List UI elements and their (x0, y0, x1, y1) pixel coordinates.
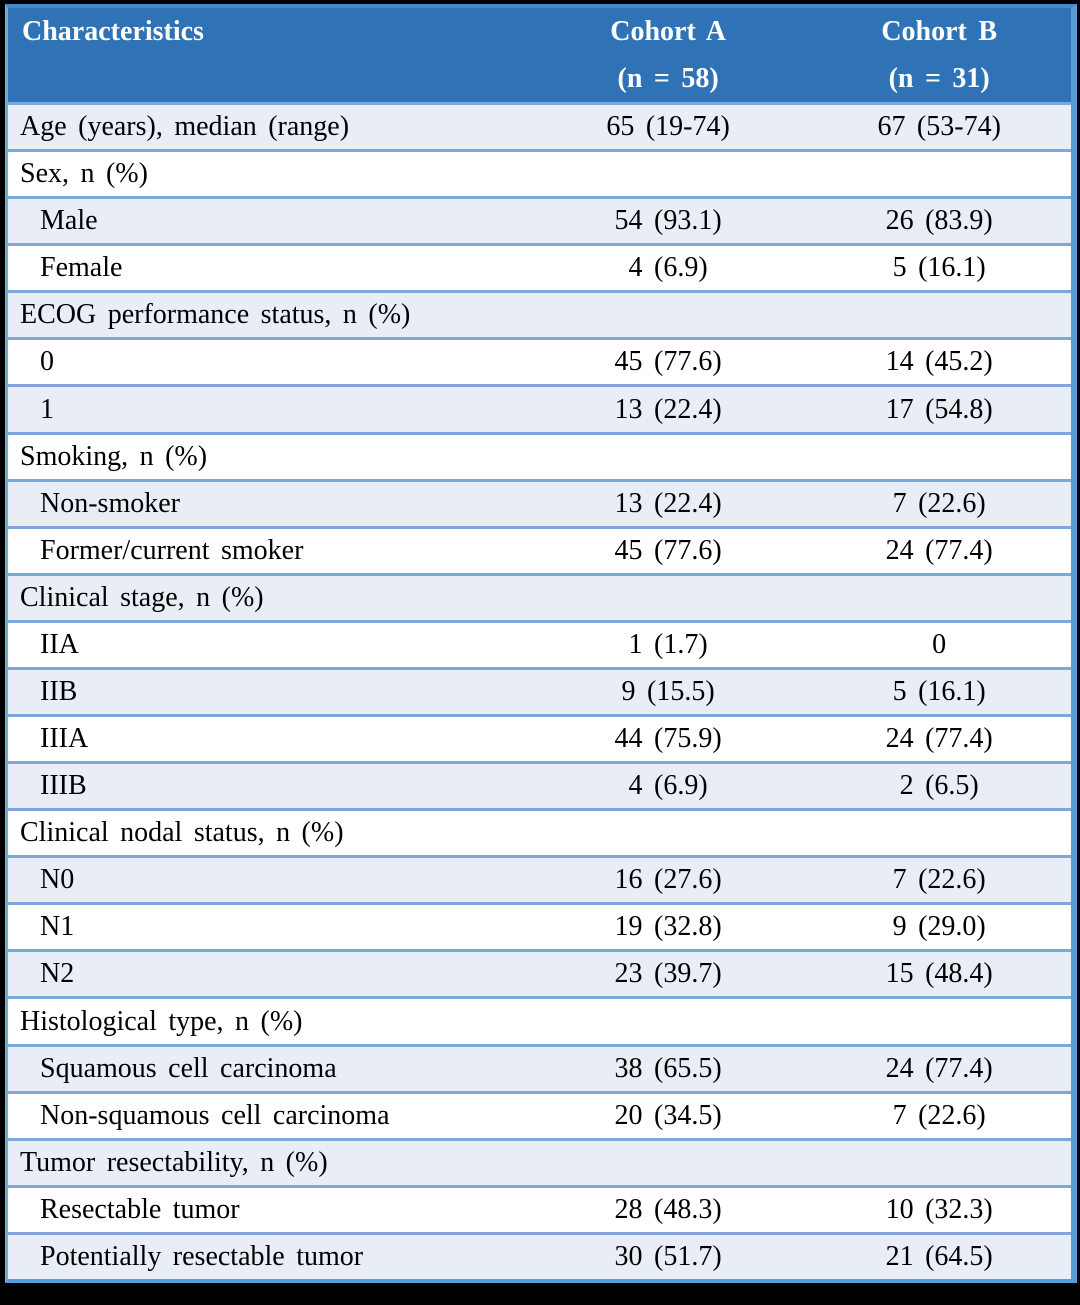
table-row (8, 337, 1071, 384)
cohort-b-value: 7 (22.6) (892, 864, 986, 896)
cohort-a-value: 38 (65.5) (614, 1052, 722, 1084)
cohort-b-value: 26 (83.9) (885, 205, 993, 237)
cohort-a-value: 28 (48.3) (614, 1193, 722, 1225)
header-cohort-b (807, 8, 1071, 102)
cohort-b-value: 67 (53-74) (877, 111, 1001, 143)
row-label: N1 (40, 911, 75, 943)
table-row (8, 102, 1071, 149)
table-row (8, 290, 1071, 337)
cohort-b-value: 24 (77.4) (885, 1052, 993, 1084)
cohort-b-value (807, 811, 1071, 855)
cohort-b-value: 7 (22.6) (892, 487, 986, 519)
row-label: IIB (40, 675, 78, 707)
cohort-b-value (807, 435, 1071, 479)
table-row (8, 620, 1071, 667)
cohort-a-value: 16 (27.6) (614, 864, 722, 896)
table-row (8, 714, 1071, 761)
cohort-a-value (529, 1141, 808, 1185)
row-label: N0 (40, 864, 75, 896)
row-label: Non-squamous cell carcinoma (40, 1099, 390, 1131)
cohort-a-value (529, 293, 808, 337)
cohort-a-value (529, 576, 808, 620)
row-label: N2 (40, 958, 75, 990)
row-label: Former/current smoker (40, 534, 304, 566)
header-cohort-a-n: (n = 58) (617, 62, 719, 94)
cohort-a-value: 44 (75.9) (614, 723, 722, 755)
table-row (8, 808, 1071, 855)
row-label: Potentially resectable tumor (40, 1240, 364, 1272)
header-cohort-b-n: (n = 31) (888, 62, 990, 94)
row-label: 0 (40, 346, 54, 378)
row-label: Resectable tumor (40, 1193, 240, 1225)
table-row (8, 855, 1071, 902)
cohort-b-value: 2 (6.5) (899, 770, 979, 802)
cohort-b-value: 9 (29.0) (892, 911, 986, 943)
cohort-b-value: 0 (932, 628, 947, 660)
table-row (8, 1185, 1071, 1232)
cohort-b-value: 21 (64.5) (885, 1240, 993, 1272)
cohort-a-value: 1 (1.7) (628, 628, 708, 660)
row-label: Clinical stage, n (%) (20, 581, 264, 613)
cohort-a-value (529, 152, 808, 196)
table-header-row (8, 8, 1071, 102)
row-label: Tumor resectability, n (%) (20, 1146, 328, 1178)
row-label: Smoking, n (%) (20, 440, 208, 472)
table-row (8, 996, 1071, 1043)
cohort-a-value: 30 (51.7) (614, 1240, 722, 1272)
header-characteristics-label: Characteristics (22, 15, 204, 47)
cohort-a-value: 54 (93.1) (614, 205, 722, 237)
cohort-a-value: 19 (32.8) (614, 911, 722, 943)
cohort-b-value (807, 1141, 1071, 1185)
cohort-a-value: 65 (19-74) (606, 111, 730, 143)
table-row (8, 667, 1071, 714)
row-label: Sex, n (%) (20, 158, 148, 190)
table-row (8, 1138, 1071, 1185)
table-row (8, 1044, 1071, 1091)
cohort-b-value: 7 (22.6) (892, 1099, 986, 1131)
table-row (8, 479, 1071, 526)
row-label: Non-smoker (40, 487, 180, 519)
table-row (8, 761, 1071, 808)
cohort-b-value (807, 999, 1071, 1043)
cohort-a-value (529, 811, 808, 855)
cohort-a-value: 45 (77.6) (614, 346, 722, 378)
cohort-b-value: 5 (16.1) (892, 252, 986, 284)
table-row (8, 1091, 1071, 1138)
row-label: 1 (40, 393, 54, 425)
table-row (8, 573, 1071, 620)
header-cohort-a-title: Cohort A (610, 15, 726, 47)
table-row (8, 149, 1071, 196)
row-label: Squamous cell carcinoma (40, 1052, 337, 1084)
row-label: Age (years), median (range) (20, 111, 350, 143)
table-row (8, 196, 1071, 243)
table-row (8, 526, 1071, 573)
table-row (8, 243, 1071, 290)
header-characteristics-spacer (8, 55, 529, 102)
cohort-b-value (807, 293, 1071, 337)
header-cohort-b-title: Cohort B (881, 15, 998, 47)
table-row (8, 384, 1071, 431)
cohort-b-value (807, 576, 1071, 620)
cohort-a-value (529, 999, 808, 1043)
table-row (8, 902, 1071, 949)
cohort-b-value: 10 (32.3) (885, 1193, 993, 1225)
row-label: Histological type, n (%) (20, 1005, 303, 1037)
cohort-a-value: 20 (34.5) (614, 1099, 722, 1131)
cohort-b-value (807, 152, 1071, 196)
table-row (8, 1232, 1071, 1279)
cohort-b-value: 17 (54.8) (885, 393, 993, 425)
header-characteristics (8, 8, 529, 102)
row-label: IIIB (40, 770, 87, 802)
cohort-a-value: 13 (22.4) (614, 393, 722, 425)
cohort-a-value: 4 (6.9) (628, 770, 708, 802)
row-label: Female (40, 252, 123, 284)
table-row (8, 949, 1071, 996)
cohort-b-value: 15 (48.4) (885, 958, 993, 990)
characteristics-table (5, 4, 1077, 1283)
cohort-a-value: 13 (22.4) (614, 487, 722, 519)
table-body (8, 102, 1071, 1279)
row-label: Clinical nodal status, n (%) (20, 817, 344, 849)
table-row (8, 432, 1071, 479)
cohort-a-value: 9 (15.5) (621, 675, 715, 707)
cohort-a-value: 23 (39.7) (614, 958, 722, 990)
row-label: IIA (40, 628, 79, 660)
header-cohort-a (529, 8, 808, 102)
cohort-a-value: 45 (77.6) (614, 534, 722, 566)
row-label: Male (40, 205, 98, 237)
cohort-a-value (529, 435, 808, 479)
cohort-b-value: 5 (16.1) (892, 675, 986, 707)
cohort-b-value: 14 (45.2) (885, 346, 993, 378)
row-label: IIIA (40, 723, 89, 755)
cohort-b-value: 24 (77.4) (885, 723, 993, 755)
cohort-a-value: 4 (6.9) (628, 252, 708, 284)
cohort-b-value: 24 (77.4) (885, 534, 993, 566)
row-label: ECOG performance status, n (%) (20, 299, 411, 331)
